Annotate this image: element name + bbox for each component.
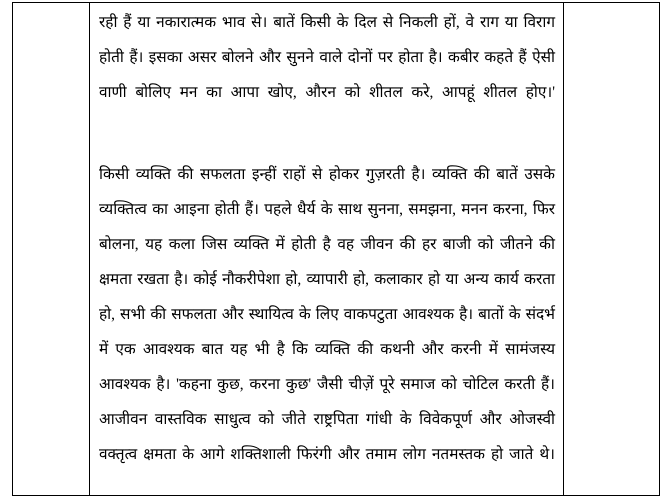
main-text-column [89, 2, 563, 496]
right-margin-cell [564, 3, 659, 495]
right-margin-column [563, 2, 660, 496]
document-table [12, 2, 660, 496]
left-margin-cell [13, 3, 89, 495]
paragraph-2: किसी व्यक्ति की सफलता इन्हीं राहों से होकर गुज़रती है। व्यक्ति की बातें उसके व्यक्तित्व का आइना होती हैं। पहले धैर्य के साथ सुनना, समझना, मनन करना, फिर बोलना, यह कला जिस व्यक्ति में होती है वह जीवन की हर बाजी को जीतने की क्षमता रखता है। कोई नौकरीपेशा हो, व्यापारी हो, कलाकार हो या अन्य कार्य करता हो, सभी की सफलता और स्थायित्व के लिए वाकपटुता आवश्यक है। बातों के संदर्भ में एक आवश्यक बात यह भी है कि व्यक्ति की कथनी और करनी में सामंजस्य आवश्यक है। 'कहना कुछ, करना कुछ' जैसी चीज़ें पूरे समाज को चोटिल करती हैं। आजीवन वास्तविक साधुत्व को जीते राष्ट्रपिता गांधी के विवेकपूर्ण और ओजस्वी वक्तृत्व क्षमता के आगे शक्तिशाली फिरंगी और तमाम लोग नतमस्तक हो जाते थे। [99, 166, 555, 463]
text-body [90, 3, 563, 496]
left-margin-column [12, 2, 89, 496]
paragraph-1: रही हैं या नकारात्मक भाव से। बातें किसी के दिल से निकली हों, वे राग या विराग होती हैं। इसका असर बोलने और सुनने वाले दोनों पर होता है। कबीर कहते हैं ऐसी वाणी बोलिए मन का आपा खोए, औरन को शीतल करे, आपहूं शीतल होए।' [99, 14, 555, 101]
